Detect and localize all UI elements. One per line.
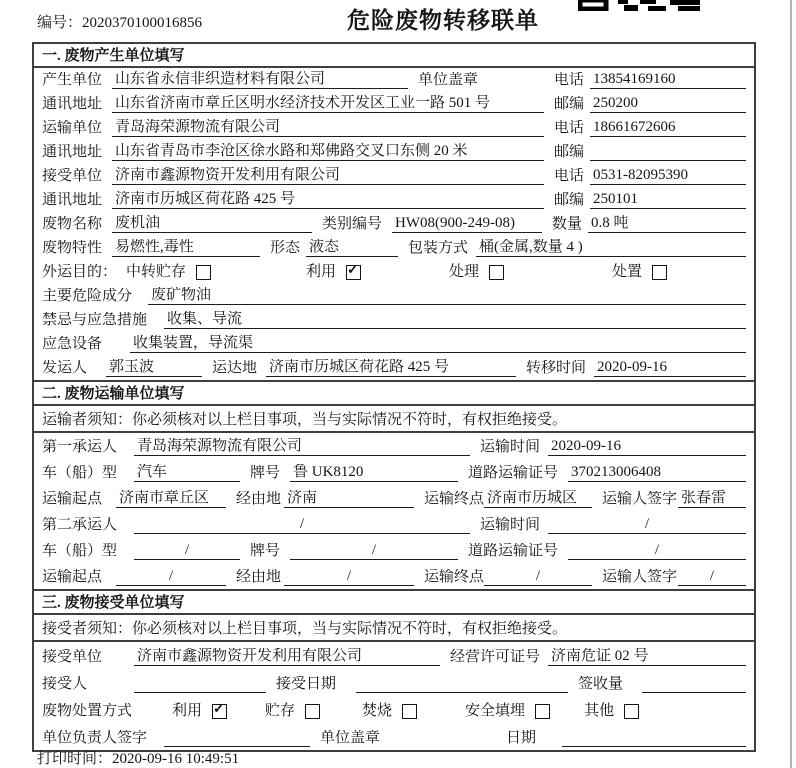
form-row [34,332,754,356]
checkbox-option [449,264,504,281]
field-value: 收集、导流 [164,311,746,329]
field-value: 青岛海荣源物流有限公司 [134,438,470,456]
field-value: 济南市历城区荷花路 425 号 [266,359,516,377]
field-value: 2020-09-16 [594,359,746,377]
section-title: 一. 废物产生单位填写 [34,44,754,68]
form-row [34,284,754,308]
field-value: / [116,568,226,586]
field-label: 通讯地址 [42,144,103,160]
field-label: 牌号 [250,465,281,481]
checkbox-label: 处置 [612,264,643,280]
field-label: 通讯地址 [42,192,103,208]
field-value: 0531-82095390 [590,167,746,185]
field-value: 250101 [590,191,746,209]
checkbox-icon [489,265,504,280]
field-value: 0.8 吨 [588,215,746,233]
form-row [34,696,754,723]
field-value [642,675,746,693]
field-label: 第二承运人 [42,517,118,533]
field-value: / [290,542,458,560]
field-value: / [284,568,414,586]
field-label: 数量 [552,216,583,232]
field-value: 济南市鑫源物资开发利用有限公司 [112,167,544,185]
checkbox-label: 中转贮存 [126,264,187,280]
field-value: 收集装置，导流渠 [130,335,746,353]
field-label: 包装方式 [408,240,469,256]
field-value: / [548,516,746,534]
form-row [34,642,754,669]
field-label: 运输起点 [42,569,103,585]
field-label: 第一承运人 [42,439,118,455]
checkbox-option [584,703,639,720]
print-timestamp [37,747,239,768]
field-label: 经由地 [236,569,282,585]
field-label: 车（船）型 [42,543,118,559]
field-value [134,675,266,693]
field-label: 运输时间 [480,439,541,455]
checkbox-label: 利用 [172,703,203,719]
section-title: 三. 废物接受单位填写 [34,589,754,615]
serial-number: 2020370100016856 [82,15,203,31]
field-label: 接受人 [42,676,88,692]
form-row [34,356,754,380]
field-value: 370213006408 [568,464,746,482]
field-value [164,729,310,747]
field-value: 鲁 UK8120 [290,464,458,482]
form-row [34,116,754,140]
field-value: 汽车 [134,464,240,482]
field-label: 禁忌与应急措施 [42,312,148,328]
field-value: 250200 [590,95,746,113]
checkbox-option [362,703,417,720]
form-section [34,589,754,750]
field-label: 转移时间 [526,360,587,376]
field-label: 运输终点 [424,569,484,585]
form-row [34,433,754,459]
checkbox-icon [624,704,639,719]
checkbox-icon [535,704,550,719]
checkbox-option [612,264,667,281]
print-value: 2020-09-16 10:49:51 [112,751,240,767]
field-value: 13854169160 [590,71,746,89]
field-label: 类别编号 [322,216,383,232]
field-label: 废物特性 [42,240,103,256]
checkbox-icon [652,265,667,280]
field-value: 易燃性,毒性 [112,239,260,257]
checkbox-checked-icon: ✓ [212,704,227,719]
field-value: 山东省永信非织造材料有限公司 [112,71,408,89]
field-value: 济南危证 02 号 [548,648,746,666]
field-label: 发运人 [42,360,88,376]
form-row [34,164,754,188]
field-label: 产生单位 [42,72,103,88]
field-value: / [568,542,746,560]
field-value: 山东省济南市章丘区明水经济技术开发区工业一路 501 号 [112,95,544,113]
page-title: 危险废物转移联单 [347,8,539,33]
form-row [34,669,754,696]
checkbox-label: 处理 [449,264,480,280]
form-row [34,459,754,485]
page-edge-divider [790,0,792,768]
field-value: 济南市章丘区 [116,490,226,508]
field-label: 废物处置方式 [42,703,133,719]
checkbox-icon [402,704,417,719]
field-label: 运达地 [212,360,258,376]
notice-text: 运输者须知：你必须核对以上栏目事项，当与实际情况不符时，有权拒绝接受。 [34,406,754,433]
field-label: 运输起点 [42,491,103,507]
form-row [34,485,754,511]
field-label: 电话 [554,72,585,88]
field-label: 道路运输证号 [468,543,559,559]
checkbox-option [465,703,550,720]
field-value: 张春雷 [678,490,746,508]
form-row [34,260,754,284]
form-row [34,511,754,537]
field-value: 2020-09-16 [548,438,746,456]
form-row [34,563,754,589]
field-label: 废物名称 [42,216,103,232]
field-label: 运输人签字 [602,569,678,585]
form-section [34,44,754,380]
section-title: 二. 废物运输单位填写 [34,380,754,406]
checkbox-label: 其他 [584,703,615,719]
field-label: 电话 [554,120,585,136]
field-value [590,143,746,161]
field-label: 运输人签字 [602,491,678,507]
field-value: 济南 [284,490,414,508]
field-label: 主要危险成分 [42,288,133,304]
field-label: 接受单位 [42,168,103,184]
field-label: 通讯地址 [42,96,103,112]
field-label: 运输单位 [42,120,103,136]
checkbox-option [265,703,320,720]
field-label: 单位盖章 [320,730,381,746]
checkbox-option [126,264,211,281]
field-value [356,675,568,693]
field-value: / [134,542,240,560]
form-row [34,236,754,260]
field-label: 接受日期 [276,676,337,692]
field-label: 经营许可证号 [450,649,541,665]
field-label: 日期 [506,730,537,746]
checkbox-icon [305,704,320,719]
field-label: 运输时间 [480,517,541,533]
field-value: 18661672606 [590,119,746,137]
field-value: 废矿物油 [148,287,746,305]
field-value: 济南市历城区 [484,490,592,508]
field-value: 济南市历城区荷花路 425 号 [112,191,544,209]
field-label: 车（船）型 [42,465,118,481]
document-serial [37,11,202,32]
field-label: 单位盖章 [418,72,479,88]
field-label: 签收量 [578,676,624,692]
checkbox-label: 焚烧 [362,703,393,719]
checkbox-option [172,703,227,720]
field-value: 废机油 [112,215,312,233]
form-row [34,140,754,164]
manifest-form [32,42,756,752]
field-value: / [678,568,746,586]
form-row [34,68,754,92]
field-value [562,729,746,747]
field-label: 运输终点 [424,491,484,507]
checkbox-checked-icon: ✓ [346,265,361,280]
form-row [34,537,754,563]
field-label: 应急设备 [42,336,103,352]
field-value: HW08(900-249-08) [392,215,542,233]
qr-code-icon [578,0,700,11]
field-label: 牌号 [250,543,281,559]
checkbox-label: 利用 [306,264,337,280]
form-row [34,308,754,332]
field-label: 外运目的： [42,264,118,280]
print-label: 打印时间： [37,751,113,767]
field-label: 邮编 [554,192,585,208]
field-label: 道路运输证号 [468,465,559,481]
field-value: / [134,516,470,534]
form-row [34,92,754,116]
form-row [34,723,754,750]
form-row [34,212,754,236]
field-value: 液态 [306,239,398,257]
field-label: 邮编 [554,144,585,160]
serial-label: 编号： [37,15,83,31]
checkbox-label: 安全填埋 [465,703,526,719]
field-label: 单位负责人签字 [42,730,148,746]
field-value: 青岛海荣源物流有限公司 [112,119,544,137]
field-label: 接受单位 [42,649,103,665]
field-label: 经由地 [236,491,282,507]
checkbox-option [306,264,361,281]
field-value: 桶(金属,数量 4 ) [476,239,746,257]
form-section [34,380,754,589]
field-value: 山东省青岛市李沧区徐水路和郑佛路交叉口东侧 20 米 [112,143,544,161]
field-label: 电话 [554,168,585,184]
field-label: 形态 [270,240,301,256]
checkbox-icon [196,265,211,280]
field-value: 郭玉波 [106,359,202,377]
field-value: 济南市鑫源物资开发利用有限公司 [134,648,440,666]
field-value: / [484,568,592,586]
notice-text: 接受者须知：你必须核对以上栏目事项，当与实际情况不符时，有权拒绝接受。 [34,615,754,642]
form-row [34,188,754,212]
checkbox-label: 贮存 [265,703,296,719]
field-label: 邮编 [554,96,585,112]
